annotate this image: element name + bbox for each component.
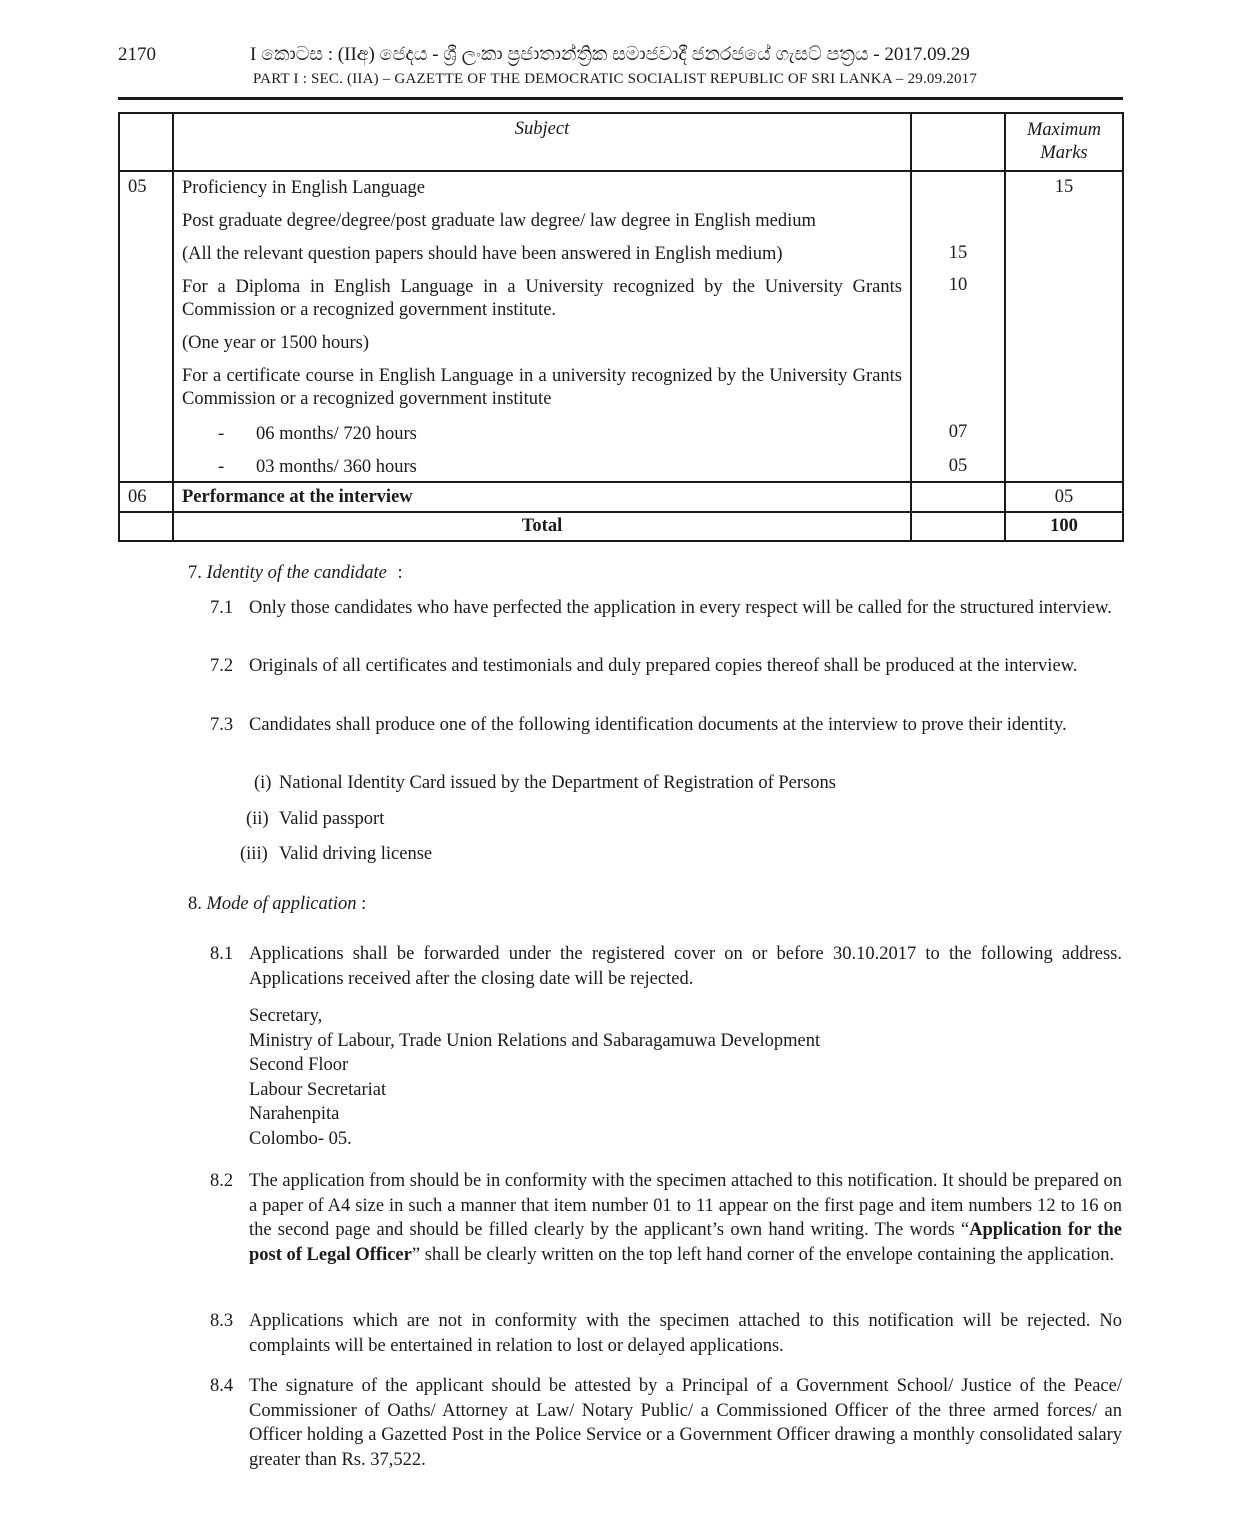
item-number: 8.1 xyxy=(210,944,234,964)
item-text: Originals of all certificates and testimonials and duly prepared copies thereof shall be produced at the interview. xyxy=(249,656,1078,676)
header-sinhala: I කොටස : (IIඅ) ජෙදය - ශ්‍රී ලංකා ප්‍රජාතාන්ත්‍රික සමාජවාදී ජනරජයේ ගැසට් පත්‍රය - 2017.09.29 xyxy=(250,44,970,65)
row-title: Performance at the interview xyxy=(173,482,911,512)
marks-table xyxy=(118,112,1124,542)
dash: - xyxy=(218,424,225,444)
item-text: The application from should be in conformity with the specimen attached to this notification. It should be prepared on a paper of A4 size in such a manner that item number 01 to 11 appear on the first page and item numbers 12 to 16 on the second page and should be filled clearly by the applicant’s own hand writing. The words “Application for the post of Legal Officer” shall be clearly written on the top left hand corner of the envelope containing the application. xyxy=(249,1171,1122,1265)
section-title: Identity of the candidate xyxy=(206,563,387,583)
section-number: 8. xyxy=(188,894,202,914)
header-english: PART I : SEC. (IIA) – GAZETTE OF THE DEMOCRATIC SOCIALIST REPUBLIC OF SRI LANKA – 29.09.2017 xyxy=(253,71,978,87)
item-text: Applications shall be forwarded under the registered cover on or before 30.10.2017 to the following address. Applications received after the closing date will be rejected. xyxy=(249,944,1122,989)
item-number: 7.3 xyxy=(210,715,234,735)
address-line: Ministry of Labour, Trade Union Relations and Sabaragamuwa Development xyxy=(249,1030,821,1051)
table-row xyxy=(119,171,1123,482)
section-colon: : xyxy=(397,563,403,583)
row-text: For a Diploma in English Language in a University recognized by the University Grants Commission or a recognized government institute. xyxy=(182,277,902,320)
item-text: Applications which are not in conformity with the specimen attached to this notification will be rejected. No complaints will be entertained in relation to lost or delayed applications. xyxy=(249,1311,1122,1356)
max-mark: 15 xyxy=(1005,171,1123,482)
list-number: (iii) xyxy=(240,844,268,864)
row-number: 05 xyxy=(119,171,173,482)
section-title: Mode of application xyxy=(206,894,357,914)
row-text: For a certificate course in English Language in a university recognized by the University Grants Commission or a recognized government institute xyxy=(182,366,902,409)
emphasis-text: Application for the post of Legal Officer xyxy=(249,1220,1122,1265)
item-text: The signature of the applicant should be attested by a Principal of a Government School/ Justice of the Peace/ Commissioner of Oaths/ Attorney at Law/ Notary Public/ a Commissioned Officer of the three armed forces/ an Officer holding a Gazetted Post in the Police Service or a Government Officer drawing a monthly consolidated salary greater than Rs. 37,522. xyxy=(249,1376,1122,1470)
dash: - xyxy=(218,457,225,477)
list-number: (i) xyxy=(254,773,272,793)
item-number: 7.1 xyxy=(210,598,234,618)
item-text: Candidates shall produce one of the following identification documents at the interview to prove their identity. xyxy=(249,715,1067,735)
item-text: Only those candidates who have perfected the application in every respect will be called for the structured interview. xyxy=(249,598,1112,618)
mark-value: 15 xyxy=(948,243,968,263)
mark-value: 10 xyxy=(948,275,968,295)
row-number: 06 xyxy=(119,482,173,512)
address-line: Narahenpita xyxy=(249,1104,340,1124)
item-number: 8.4 xyxy=(210,1376,234,1396)
address-line: Labour Secretariat xyxy=(249,1079,387,1100)
max-marks-header: Maximum Marks xyxy=(1005,113,1123,171)
address-line: Secretary, xyxy=(249,1006,323,1026)
item-number: 7.2 xyxy=(210,656,234,676)
list-item: Valid passport xyxy=(279,809,385,829)
list-item: National Identity Card issued by the Department of Registration of Persons xyxy=(279,773,836,793)
table-total-row xyxy=(119,512,1123,541)
mark-value: 05 xyxy=(948,456,968,476)
list-number: (ii) xyxy=(246,809,269,829)
row-text: (All the relevant question papers should have been answered in English medium) xyxy=(182,244,783,264)
subject-header: Subject xyxy=(173,113,911,171)
address-line: Second Floor xyxy=(249,1055,349,1075)
item-number: 8.3 xyxy=(210,1311,234,1331)
item-number: 8.2 xyxy=(210,1171,234,1191)
section-number: 7. xyxy=(188,563,202,583)
section-colon: : xyxy=(361,894,367,914)
total-value: 100 xyxy=(1005,512,1123,541)
max-mark: 05 xyxy=(1005,482,1123,512)
header-rule xyxy=(118,97,1123,100)
page-number: 2170 xyxy=(118,44,156,65)
mark-value: 07 xyxy=(948,422,968,442)
row-text: 03 months/ 360 hours xyxy=(256,457,417,477)
row-title: Proficiency in English Language xyxy=(182,178,426,198)
address-line: Colombo- 05. xyxy=(249,1128,352,1149)
list-item: Valid driving license xyxy=(279,844,433,864)
table-row xyxy=(119,482,1123,512)
address-block xyxy=(249,1004,820,1151)
row-text: Post graduate degree/degree/post graduate law degree/ law degree in English medium xyxy=(182,211,816,231)
row-text: (One year or 1500 hours) xyxy=(182,333,369,353)
row-text: 06 months/ 720 hours xyxy=(256,424,417,444)
total-label: Total xyxy=(173,512,911,541)
table-header-row xyxy=(119,113,1123,171)
